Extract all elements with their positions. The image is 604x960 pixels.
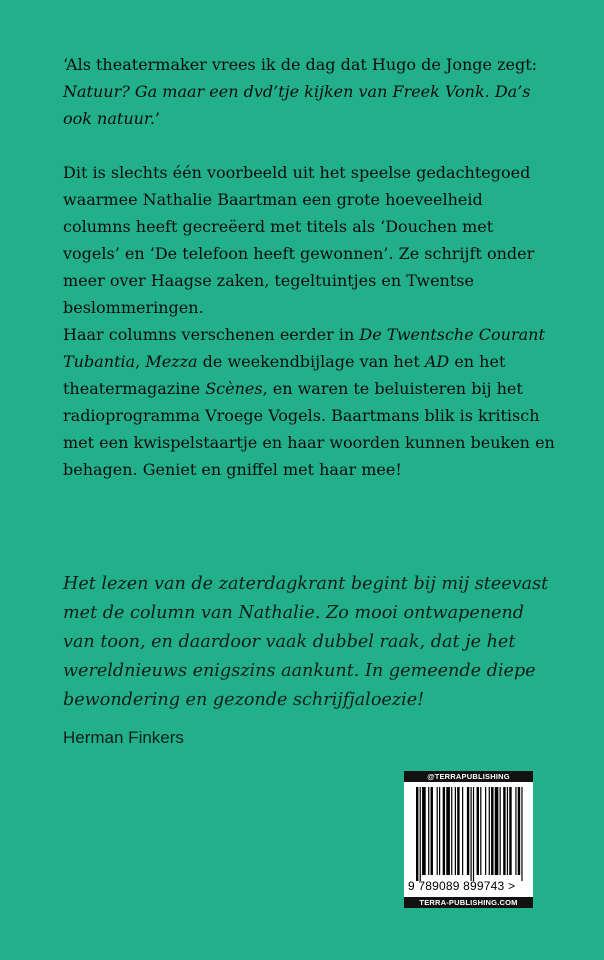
barcode-bar <box>507 787 508 875</box>
barcode-bar <box>518 787 520 875</box>
endorsement-quote: Het lezen van de zaterdagkrant begint bij mij steevast met de column van Nathalie. Zo mooi ontwapenend van toon, en daardoor vaak dubbel raak, dat je het wereldnieuws enigszins aankunt. In gemeende diepe bewondering en gezonde schrijfjaloezie! <box>63 574 549 710</box>
barcode-bar <box>462 787 463 875</box>
barcode-bar <box>503 787 505 875</box>
barcode-bar <box>491 787 493 875</box>
barcode-bar <box>416 787 418 881</box>
barcode-bar <box>431 787 433 875</box>
barcode-bar <box>443 787 445 875</box>
intro-line: ‘Als theatermaker vrees ik de dag dat Hugo de Jonge zegt: <box>63 55 538 74</box>
barcode-bar <box>477 787 479 875</box>
barcode-bar <box>495 787 499 875</box>
intro-closing-quote: ’ <box>154 109 160 128</box>
barcode-bar <box>521 787 522 881</box>
barcode-bar <box>473 787 474 881</box>
barcode-bar <box>451 787 452 875</box>
description-paragraph-2 <box>63 321 555 483</box>
barcode-bar <box>467 787 469 875</box>
intro-quote <box>63 51 555 132</box>
publications-paragraph <box>63 321 555 483</box>
barcode-bar <box>489 787 490 875</box>
description-text: Dit is slechts één voorbeeld uit het speelse gedachtegoed waarmee Nathalie Baartman een grote hoeveelheid columns heeft gecreëerd met titels als ‘Douchen met vogels’ en ‘De telefoon heeft gewonnen’. Ze schrijft onder meer over Haagse zaken, tegeltuintjes en Twentse beslommeringen. <box>63 163 535 317</box>
barcode-bar <box>471 787 472 881</box>
intro-paragraph <box>63 51 555 132</box>
endorsement-author: Herman Finkers <box>63 728 184 747</box>
barcode-bar <box>480 787 481 875</box>
intro-italic-line: Natuur? Ga maar een dvd’tje kijken van Freek Vonk. Da’s ook natuur. <box>63 82 531 128</box>
barcode-bar <box>439 787 440 875</box>
publications-text: , <box>135 352 146 371</box>
barcode-bar <box>455 787 456 875</box>
publications-text: en het theatermagazine <box>63 352 506 398</box>
publication-mezza: Mezza <box>145 352 198 371</box>
publications-text: de weekendbijlage van het <box>197 352 425 371</box>
barcode-bar <box>446 787 450 875</box>
barcode-bars-icon <box>416 787 525 881</box>
publications-text: Haar columns verschenen eerder in <box>63 325 360 344</box>
barcode-bar <box>437 787 438 875</box>
barcode-top-label: @TERRAPUBLISHING <box>404 771 533 782</box>
barcode-bar <box>422 787 426 875</box>
barcode-bar <box>500 787 501 875</box>
isbn-barcode <box>404 771 533 908</box>
barcode-bar <box>457 787 459 875</box>
publication-scenes: Scènes <box>205 379 263 398</box>
barcode-bottom-label: TERRA-PUBLISHING.COM <box>404 897 533 908</box>
publications-text: , en waren te beluisteren bij het radioprogramma Vroege Vogels. Baartmans blik is kritisch met een kwispelstaartje en haar woorden kunnen beuken en behagen. Geniet en gniffel met haar mee! <box>63 379 555 479</box>
publication-tubantia: De Twentsche Courant Tubantia <box>63 325 545 371</box>
isbn-digits: 9 789089 899743 > <box>408 879 516 893</box>
barcode-bar <box>428 787 429 875</box>
barcode-bar <box>420 787 421 881</box>
barcode-bar <box>509 787 511 875</box>
publication-ad: AD <box>424 352 450 371</box>
barcode-bar <box>485 787 486 875</box>
barcode-bar <box>515 787 516 875</box>
description-paragraph-1 <box>63 159 555 321</box>
